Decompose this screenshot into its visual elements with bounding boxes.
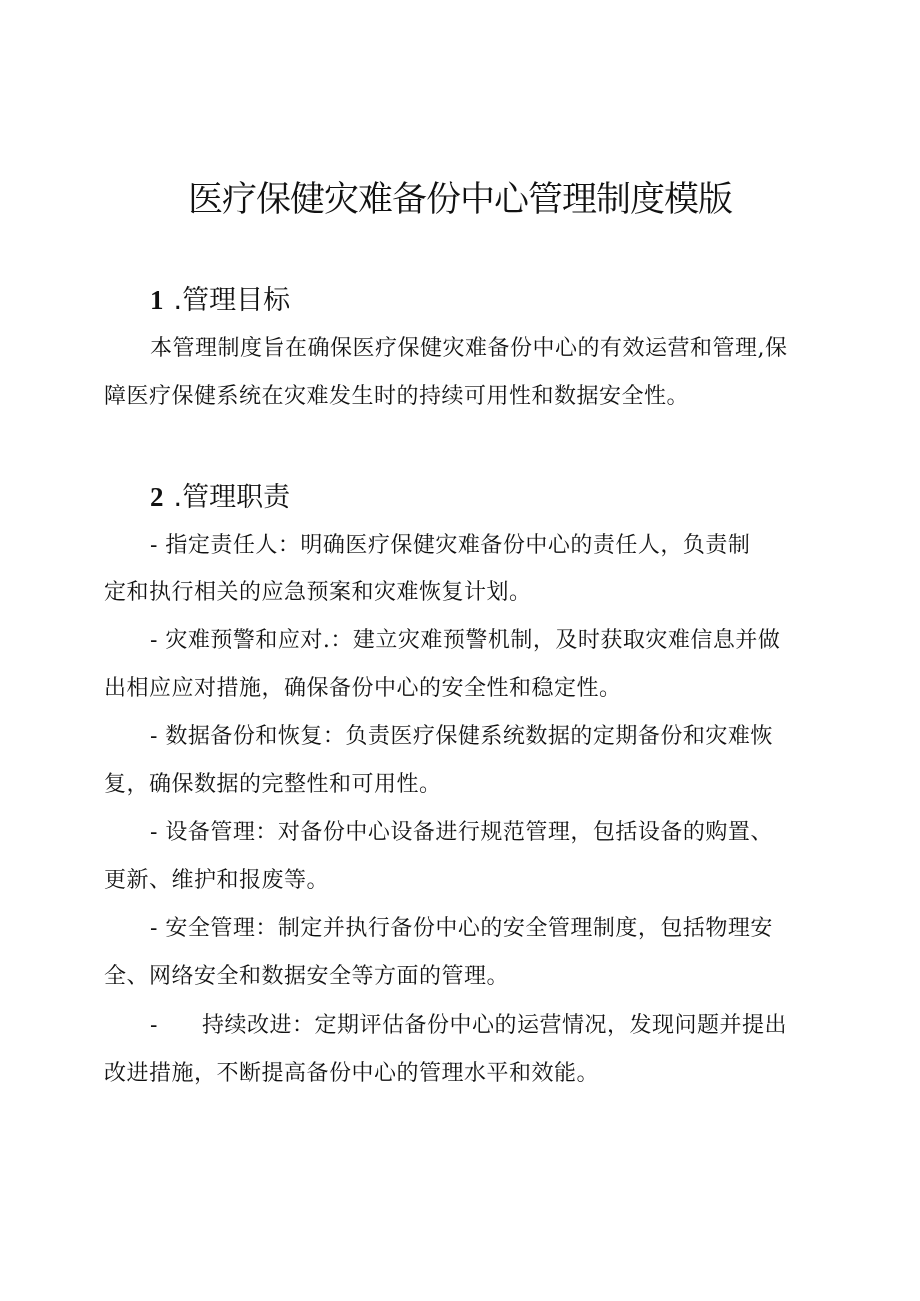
section-2-heading (150, 479, 290, 516)
duty-item-line: - 安全管理：制定并执行备份中心的安全管理制度，包括物理安 (150, 916, 773, 941)
duty-item-line: 全、网络安全和数据安全等方面的管理。 (104, 964, 510, 989)
section-2-title: .管理职责 (173, 482, 291, 513)
duty-item-line: 复，确保数据的完整性和可用性。 (104, 772, 442, 797)
section-1-number: 1 (150, 285, 164, 315)
document-title: 医疗保健灾难备份中心管理制度模版 (187, 180, 732, 220)
duty-item-line: 出相应应对措施，确保备份中心的安全性和稳定性。 (104, 676, 622, 701)
duty-item-line-with-dash (150, 1011, 787, 1041)
duty-item-line: 更新、维护和报废等。 (104, 868, 330, 893)
section-1-title: .管理目标 (173, 285, 291, 316)
duty-item-line: - 灾难预警和应对.：建立灾难预警机制，及时获取灾难信息并做 (150, 628, 781, 653)
section-2-number: 2 (150, 482, 164, 512)
section-1-heading (150, 282, 290, 319)
section-1-paragraph-line: 障医疗保健系统在灾难发生时的持续可用性和数据安全性。 (104, 384, 690, 409)
list-dash: - (150, 1013, 158, 1038)
duty-item-line: 改进措施，不断提高备份中心的管理水平和效能。 (104, 1061, 600, 1086)
duty-item-line: - 设备管理：对备份中心设备进行规范管理，包括设备的购置、 (150, 820, 773, 845)
section-1-paragraph-line: 本管理制度旨在确保医疗保健灾难备份中心的有效运营和管理,保 (150, 336, 788, 361)
duty-item-line: 定和执行相关的应急预案和灾难恢复计划。 (104, 580, 532, 605)
duty-item-line: - 指定责任人：明确医疗保健灾难备份中心的责任人，负责制 (150, 533, 751, 558)
duty-item-text: 持续改进：定期评估备份中心的运营情况，发现问题并提出 (201, 1013, 787, 1038)
duty-item-line: - 数据备份和恢复：负责医疗保健系统数据的定期备份和灾难恢 (150, 724, 773, 749)
